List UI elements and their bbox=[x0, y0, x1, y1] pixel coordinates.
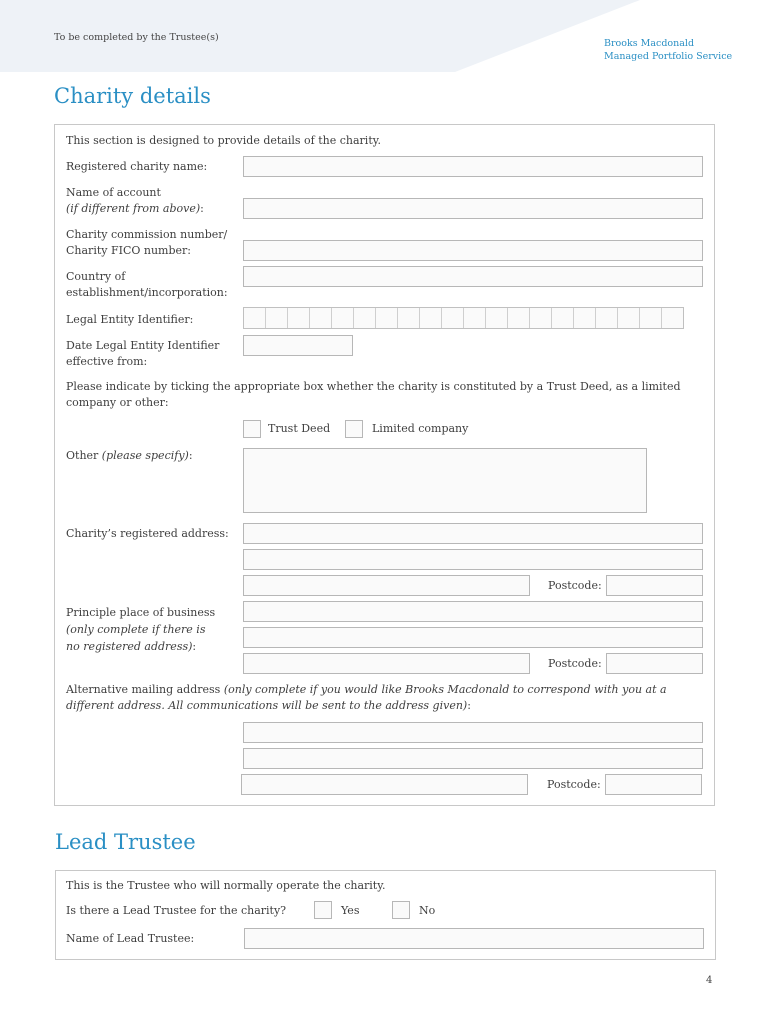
lead-trustee-intro: This is the Trustee who will normally operate the charity. bbox=[66, 879, 386, 892]
commission-number-label bbox=[66, 227, 227, 259]
country-label bbox=[66, 269, 228, 301]
business-address-line-1[interactable] bbox=[243, 601, 703, 622]
registered-address-line-2[interactable] bbox=[243, 549, 703, 570]
other-label-text: Other bbox=[66, 449, 99, 462]
lead-trustee-name-input[interactable] bbox=[244, 928, 704, 949]
commission-label-line-1: Charity commission number/ bbox=[66, 228, 228, 241]
lei-date-label-line-2: effective from: bbox=[66, 355, 148, 368]
other-colon: : bbox=[188, 449, 193, 462]
alt-note-line-1: (only complete if you would like Brooks Macdonald to correspond with you at a bbox=[223, 683, 667, 696]
brand-logo-text bbox=[604, 37, 732, 63]
business-postcode-input[interactable] bbox=[606, 653, 703, 674]
lead-trustee-question: Is there a Lead Trustee for the charity? bbox=[66, 904, 287, 917]
business-note-line-2: no registered address) bbox=[66, 640, 193, 653]
other-specify-textarea[interactable] bbox=[243, 448, 647, 513]
alt-postcode-label: Postcode: bbox=[547, 778, 601, 791]
commission-label-line-2: Charity FICO number: bbox=[66, 244, 191, 257]
alt-address-line-3[interactable] bbox=[241, 774, 528, 795]
lei-date-input[interactable] bbox=[243, 335, 353, 356]
header-note: To be completed by the Trustee(s) bbox=[54, 32, 219, 43]
business-postcode-label: Postcode: bbox=[548, 657, 602, 670]
registered-address-label: Charity’s registered address: bbox=[66, 527, 229, 540]
other-note: (please specify) bbox=[101, 449, 189, 462]
account-name-label-text: Name of account bbox=[66, 186, 161, 199]
brand-line-2: Managed Portfolio Service bbox=[604, 51, 733, 62]
lead-trustee-yes-checkbox[interactable] bbox=[314, 901, 332, 919]
registered-name-input[interactable] bbox=[243, 156, 703, 177]
trust-deed-checkbox[interactable] bbox=[243, 420, 261, 438]
account-name-input[interactable] bbox=[243, 198, 703, 219]
lei-input-boxes[interactable] bbox=[243, 307, 684, 329]
other-label bbox=[66, 448, 193, 464]
business-address-line-3[interactable] bbox=[243, 653, 530, 674]
country-label-line-1: Country of bbox=[66, 270, 126, 283]
lead-trustee-name-label: Name of Lead Trustee: bbox=[66, 932, 195, 945]
registered-name-label: Registered charity name: bbox=[66, 160, 208, 173]
alt-address-label bbox=[66, 682, 696, 714]
registered-address-line-3[interactable] bbox=[243, 575, 530, 596]
lead-trustee-yes-label: Yes bbox=[341, 904, 360, 917]
account-name-colon: : bbox=[200, 202, 204, 215]
lei-label: Legal Entity Identifier: bbox=[66, 313, 194, 326]
charity-intro: This section is designed to provide details of the charity. bbox=[66, 134, 381, 147]
alt-address-line-2[interactable] bbox=[243, 748, 703, 769]
registered-address-line-1[interactable] bbox=[243, 523, 703, 544]
business-address-line-2[interactable] bbox=[243, 627, 703, 648]
charity-details-title: Charity details bbox=[54, 84, 211, 108]
country-input[interactable] bbox=[243, 266, 703, 287]
lead-trustee-no-label: No bbox=[419, 904, 436, 917]
lead-trustee-title: Lead Trustee bbox=[55, 830, 196, 854]
limited-company-checkbox[interactable] bbox=[345, 420, 363, 438]
alt-label-text: Alternative mailing address bbox=[66, 683, 221, 696]
page-number: 4 bbox=[706, 975, 713, 986]
account-name-note: (if different from above) bbox=[66, 202, 201, 215]
constitution-question: Please indicate by ticking the appropriate box whether the charity is constituted by a Trust Deed, as a limited company or other: bbox=[66, 380, 681, 409]
commission-number-input[interactable] bbox=[243, 240, 703, 261]
registered-postcode-label: Postcode: bbox=[548, 579, 602, 592]
lead-trustee-no-checkbox[interactable] bbox=[392, 901, 410, 919]
alt-note-line-2: different address. All communications will be sent to the address given) bbox=[66, 699, 468, 712]
trust-deed-label: Trust Deed bbox=[268, 422, 331, 435]
lei-date-label-line-1: Date Legal Entity Identifier bbox=[66, 339, 220, 352]
alt-colon: : bbox=[467, 699, 471, 712]
lei-date-label bbox=[66, 338, 219, 370]
alt-postcode-input[interactable] bbox=[605, 774, 702, 795]
brand-line-1: Brooks Macdonald bbox=[604, 38, 695, 49]
country-label-line-2: establishment/incorporation: bbox=[66, 286, 228, 299]
limited-company-label: Limited company bbox=[372, 422, 469, 435]
business-label-line-1: Principle place of business bbox=[66, 606, 216, 619]
business-colon: : bbox=[192, 640, 197, 653]
alt-address-line-1[interactable] bbox=[243, 722, 703, 743]
registered-postcode-input[interactable] bbox=[606, 575, 703, 596]
account-name-label bbox=[66, 185, 204, 217]
business-note-line-1: (only complete if there is bbox=[66, 623, 206, 636]
business-address-label bbox=[66, 604, 215, 655]
